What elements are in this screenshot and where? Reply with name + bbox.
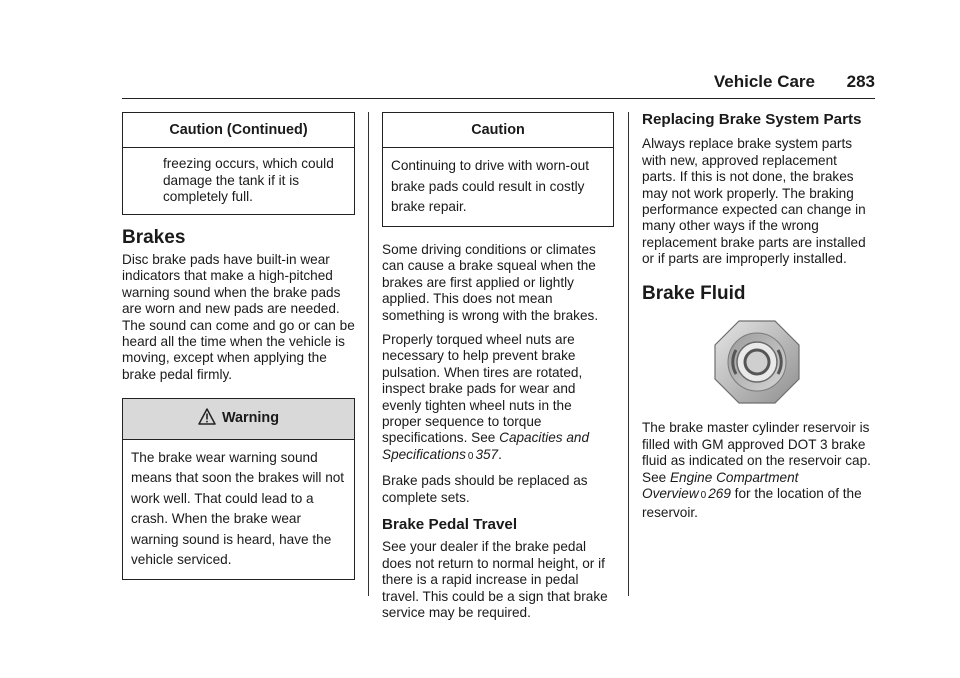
squeal-paragraph: Some driving conditions or climates can cause a brake squeal when the brakes are first applied or lightly applied. This does not mean something is wrong with the brakes.	[382, 241, 599, 323]
column-divider-1	[368, 112, 369, 596]
caution-continued-title: Caution (Continued)	[123, 113, 354, 148]
caution-continued-text: freezing occurs, which could damage the tank if it is completely full.	[163, 156, 334, 205]
page-ref-icon: 0	[467, 450, 474, 462]
page-header	[122, 70, 875, 100]
engine-overview-page[interactable]: 269	[708, 486, 731, 502]
column-1	[122, 112, 355, 580]
replacing-heading: Replacing Brake System Parts	[642, 111, 862, 128]
warning-header	[123, 399, 354, 439]
brakes-paragraph: Disc brake pads have built-in wear indicators that make a high-pitched warning sound when the brake pads are worn and new pads are needed. The sound can come and go or can be heard all the time when the vehicle is moving, except when applying the brake pedal firmly.	[122, 252, 355, 382]
replacing-paragraph: Always replace brake system parts with new, approved replacement parts. If this is not done, the brakes may not work properly. The braking performance expected can change in many other ways if the wrong replacement brake parts are installed or if parts are improperly installed.	[642, 136, 866, 267]
caution-title: Caution	[383, 113, 613, 148]
warning-text: The brake wear warning sound means that soon the brakes will not work well. That could lead to a crash. When the brake wear warning sound is heard, have the vehicle serviced.	[131, 449, 345, 568]
fluid-heading: Brake Fluid	[642, 282, 746, 304]
warning-box	[122, 398, 355, 579]
header-rule	[122, 98, 875, 99]
fluid-text: The brake master cylinder reservoir is filled with GM approved DOT 3 brake fluid as indicated on the reservoir cap. See	[642, 420, 871, 485]
pads-paragraph: Brake pads should be replaced as complete sets.	[382, 473, 588, 505]
capacities-page[interactable]: 357	[475, 446, 499, 462]
brake-fluid-symbol-icon	[714, 320, 874, 408]
page-number: 283	[846, 72, 875, 91]
torque-paragraph: Properly torqued wheel nuts are necessary to help prevent brake pulsation. When tires are rotated, inspect brake pads for wear and evenly tighten wheel nuts in the proper sequence to torque specifications. See Capacities and Specifications 0 357.	[382, 331, 590, 462]
caution-text: Continuing to drive with worn-out brake pads could result in costly brake repair.	[391, 158, 589, 215]
brakes-heading: Brakes	[122, 226, 186, 248]
torque-text: Properly torqued wheel nuts are necessary to help prevent brake pulsation. When tires are rotated, inspect brake pads for wear and evenly tighten wheel nuts in the proper sequence to torque specifications. See	[382, 331, 583, 446]
engine-overview-link[interactable]: Engine Compartment Overview	[642, 469, 799, 502]
fluid-paragraph: The brake master cylinder reservoir is filled with GM approved DOT 3 brake fluid as indicated on the reservoir cap. See Engine Compartment Overview 0 269 for the location of the reservoir.	[642, 420, 871, 520]
caution-continued-box	[122, 112, 355, 215]
column-divider-2	[628, 112, 629, 596]
column-2	[382, 112, 614, 621]
column-3	[642, 112, 874, 521]
capacities-link[interactable]: Capacities and Specifications	[382, 430, 590, 462]
pedal-heading: Brake Pedal Travel	[382, 516, 518, 533]
page-ref-icon: 0	[700, 490, 707, 502]
warning-triangle-icon	[198, 408, 216, 429]
section-title: Vehicle Care	[713, 72, 815, 91]
caution-box	[382, 112, 614, 227]
warning-title: Warning	[221, 410, 280, 427]
pedal-paragraph: See your dealer if the brake pedal does not return to normal height, or if there is a rapid increase in pedal travel. This could be a sign that brake service may be required.	[382, 539, 608, 621]
